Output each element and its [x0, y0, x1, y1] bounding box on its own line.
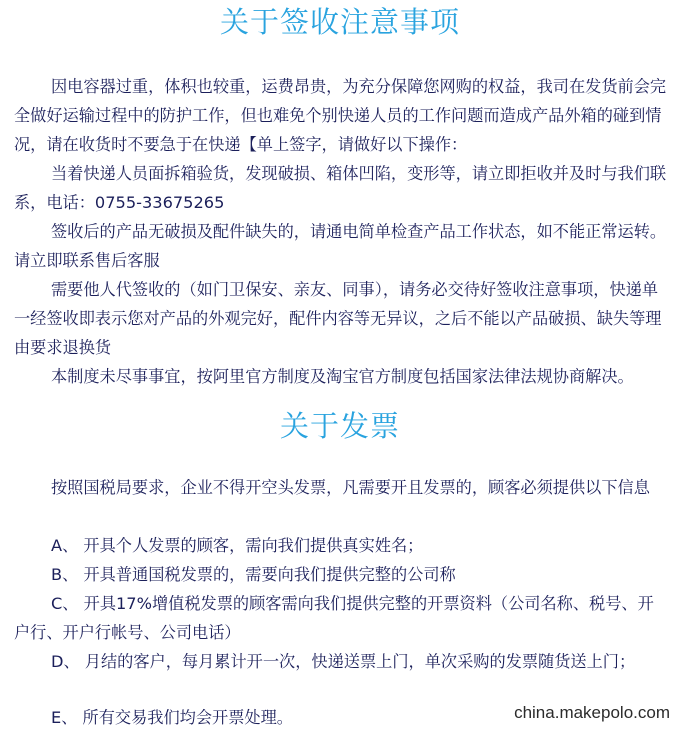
invoice-item-e: E、 所有交易我们均会开票处理。	[51, 708, 293, 727]
section-title-signing-notes: 关于签收注意事项	[219, 5, 460, 39]
invoice-item-d: D、 月结的客户，每月累计开一次，快递送票上门，单次采购的发票随货送上门；	[51, 652, 636, 671]
paragraph-policy-note: 本制度未尽事事宜，按阿里官方制度及淘宝官方制度包括国家法律法规协商解决。	[51, 367, 634, 386]
watermark: china.makepolo.com	[514, 703, 670, 722]
invoice-item-c: C、 开具17%增值税发票的顾客需向我们提供完整的开票资料（公司名称、税号、开户行、开户行帐号、公司电话）	[14, 594, 654, 642]
paragraph-after-signing: 签收后的产品无破损及配件缺失的，请通电简单检查产品工作状态，如不能正常运转。请立即联系售后客服	[14, 222, 667, 270]
invoice-item-a: A、 开具个人发票的顾客，需向我们提供真实姓名；	[51, 536, 424, 555]
invoice-item-b: B、 开具普通国税发票的，需要向我们提供完整的公司称	[51, 565, 456, 584]
paragraph-proxy-signing: 需要他人代签收的（如门卫保安、亲友、同事），请务必交待好签收注意事项，快递单一经签收即表示您对产品的外观完好，配件内容等无异议，之后不能以产品破损、缺失等理由要求退换货	[14, 280, 662, 357]
paragraph-intro: 因电容器过重，体积也较重，运费昂贵，为充分保障您网购的权益，我司在发货前会完全做好运输过程中的防护工作，但也难免个别快递人员的工作问题而造成产品外箱的碰到情况，请在收货时不要急于在快递【单上签字，请做好以下操作：	[14, 77, 667, 154]
paragraph-inspect-package: 当着快递人员面拆箱验货，发现破损、箱体凹陷，变形等，请立即拒收并及时与我们联系，电话：0755-33675265	[14, 164, 667, 212]
paragraph-invoice-intro: 按照国税局要求，企业不得开空头发票，凡需要开且发票的，顾客必须提供以下信息	[51, 478, 650, 497]
section-title-invoice: 关于发票	[279, 409, 400, 443]
